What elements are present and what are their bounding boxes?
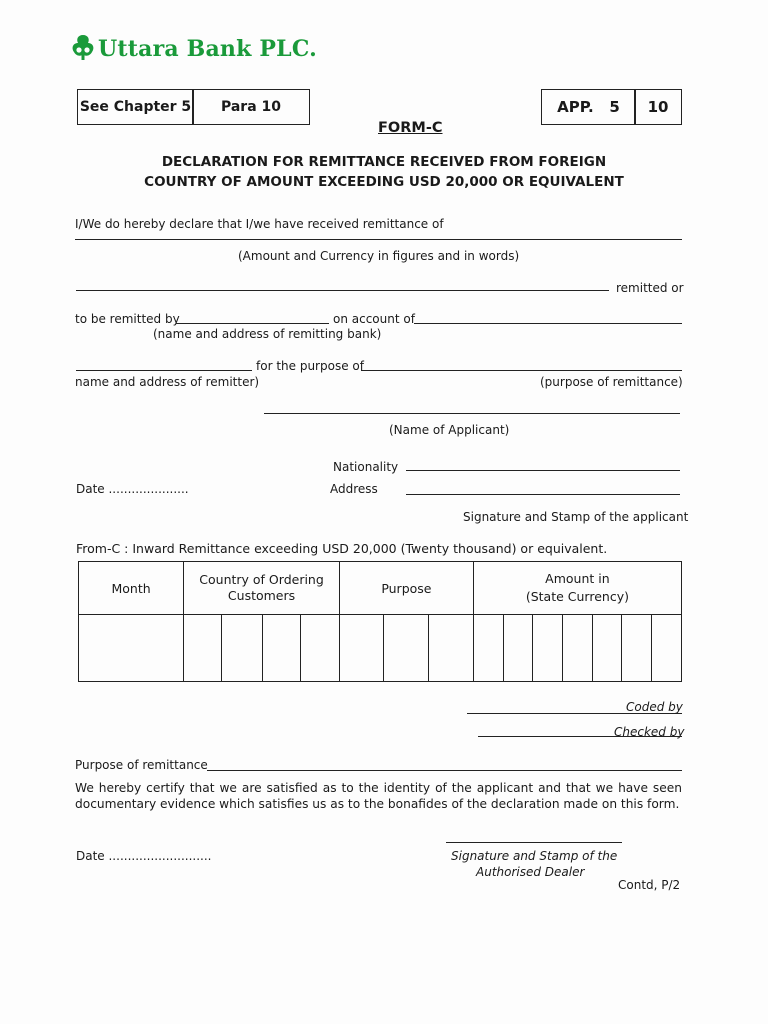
to-be-remitted-text: to be remitted by	[75, 312, 180, 326]
remittance-table	[78, 561, 682, 682]
cell-country[interactable]	[262, 615, 301, 682]
date-label-2: Date ...........................	[76, 849, 212, 863]
certify-paragraph: We hereby certify that we are satisfied as to the identity of the applicant and that we have seen documentary evidence which satisfies us as to the bonafides of the declaration made on this form.	[75, 781, 682, 811]
cell-purpose[interactable]	[383, 615, 429, 682]
dealer-signature-caption-2: Authorised Dealer	[476, 865, 585, 879]
header-amount: Amount in (State Currency)	[473, 562, 681, 615]
cell-amount[interactable]	[622, 615, 652, 682]
app-number-box: 10	[634, 89, 682, 125]
remitter-caption: name and address of remitter)	[75, 375, 260, 389]
bank-name: Uttara Bank PLC.	[98, 36, 318, 62]
cell-amount[interactable]	[592, 615, 622, 682]
bank-logo-icon	[70, 33, 96, 61]
amount-caption: (Amount and Currency in figures and in words)	[238, 249, 520, 263]
currency-words-line[interactable]	[76, 290, 609, 291]
cell-amount[interactable]	[533, 615, 563, 682]
cell-purpose[interactable]	[429, 615, 474, 682]
on-account-of-text: on account of	[333, 312, 415, 326]
nationality-label: Nationality	[333, 460, 399, 474]
bank-caption: (name and address of remitting bank)	[153, 327, 382, 341]
cell-amount[interactable]	[563, 615, 593, 682]
cell-country[interactable]	[301, 615, 340, 682]
cell-amount[interactable]	[652, 615, 682, 682]
cell-purpose[interactable]	[339, 615, 383, 682]
cell-amount[interactable]	[503, 615, 533, 682]
amount-line[interactable]	[75, 239, 682, 240]
checked-by-label: Checked by	[614, 725, 685, 739]
remitter-line[interactable]	[76, 370, 252, 371]
header-country: Country of Ordering Customers	[184, 562, 340, 615]
heading-line-1: DECLARATION FOR REMITTANCE RECEIVED FROM FOREIGN	[161, 154, 607, 170]
cell-country[interactable]	[184, 615, 222, 682]
dealer-signature-caption-1: Signature and Stamp of the	[451, 849, 618, 863]
purpose-line[interactable]	[361, 370, 682, 371]
for-purpose-text: for the purpose of	[256, 359, 364, 373]
header-purpose: Purpose	[339, 562, 473, 615]
applicant-caption: (Name of Applicant)	[389, 423, 510, 437]
applicant-name-line[interactable]	[264, 413, 680, 414]
on-account-of-line[interactable]	[414, 323, 682, 324]
form-title: FORM-C	[378, 120, 443, 136]
purpose-of-remittance-line[interactable]	[207, 770, 682, 771]
para-box: Para 10	[192, 89, 310, 125]
address-label: Address	[330, 482, 378, 496]
date-label: Date .....................	[76, 482, 189, 496]
applicant-signature-label: Signature and Stamp of the applicant	[463, 510, 689, 524]
declare-text: I/We do hereby declare that I/we have received remittance of	[75, 217, 444, 231]
table-caption: From-C : Inward Remittance exceeding USD 20,000 (Twenty thousand) or equivalent.	[76, 541, 608, 556]
dealer-signature-line[interactable]	[446, 842, 622, 843]
app-box: APP. 5	[541, 89, 636, 125]
cell-month[interactable]	[79, 615, 184, 682]
cell-country[interactable]	[221, 615, 262, 682]
heading-line-2: COUNTRY OF AMOUNT EXCEEDING USD 20,000 OR EQUIVALENT	[144, 174, 624, 190]
purpose-caption: (purpose of remittance)	[540, 375, 683, 389]
chapter-box: See Chapter 5	[77, 89, 194, 125]
nationality-line[interactable]	[406, 470, 680, 471]
purpose-of-remittance-label: Purpose of remittance	[75, 758, 208, 772]
remitting-bank-line[interactable]	[176, 323, 329, 324]
remitted-or-text: remitted or	[616, 281, 684, 295]
cell-amount[interactable]	[473, 615, 503, 682]
address-line[interactable]	[406, 494, 680, 495]
contd-text: Contd, P/2	[618, 878, 681, 892]
header-month: Month	[79, 562, 184, 615]
coded-by-label: Coded by	[626, 700, 683, 714]
